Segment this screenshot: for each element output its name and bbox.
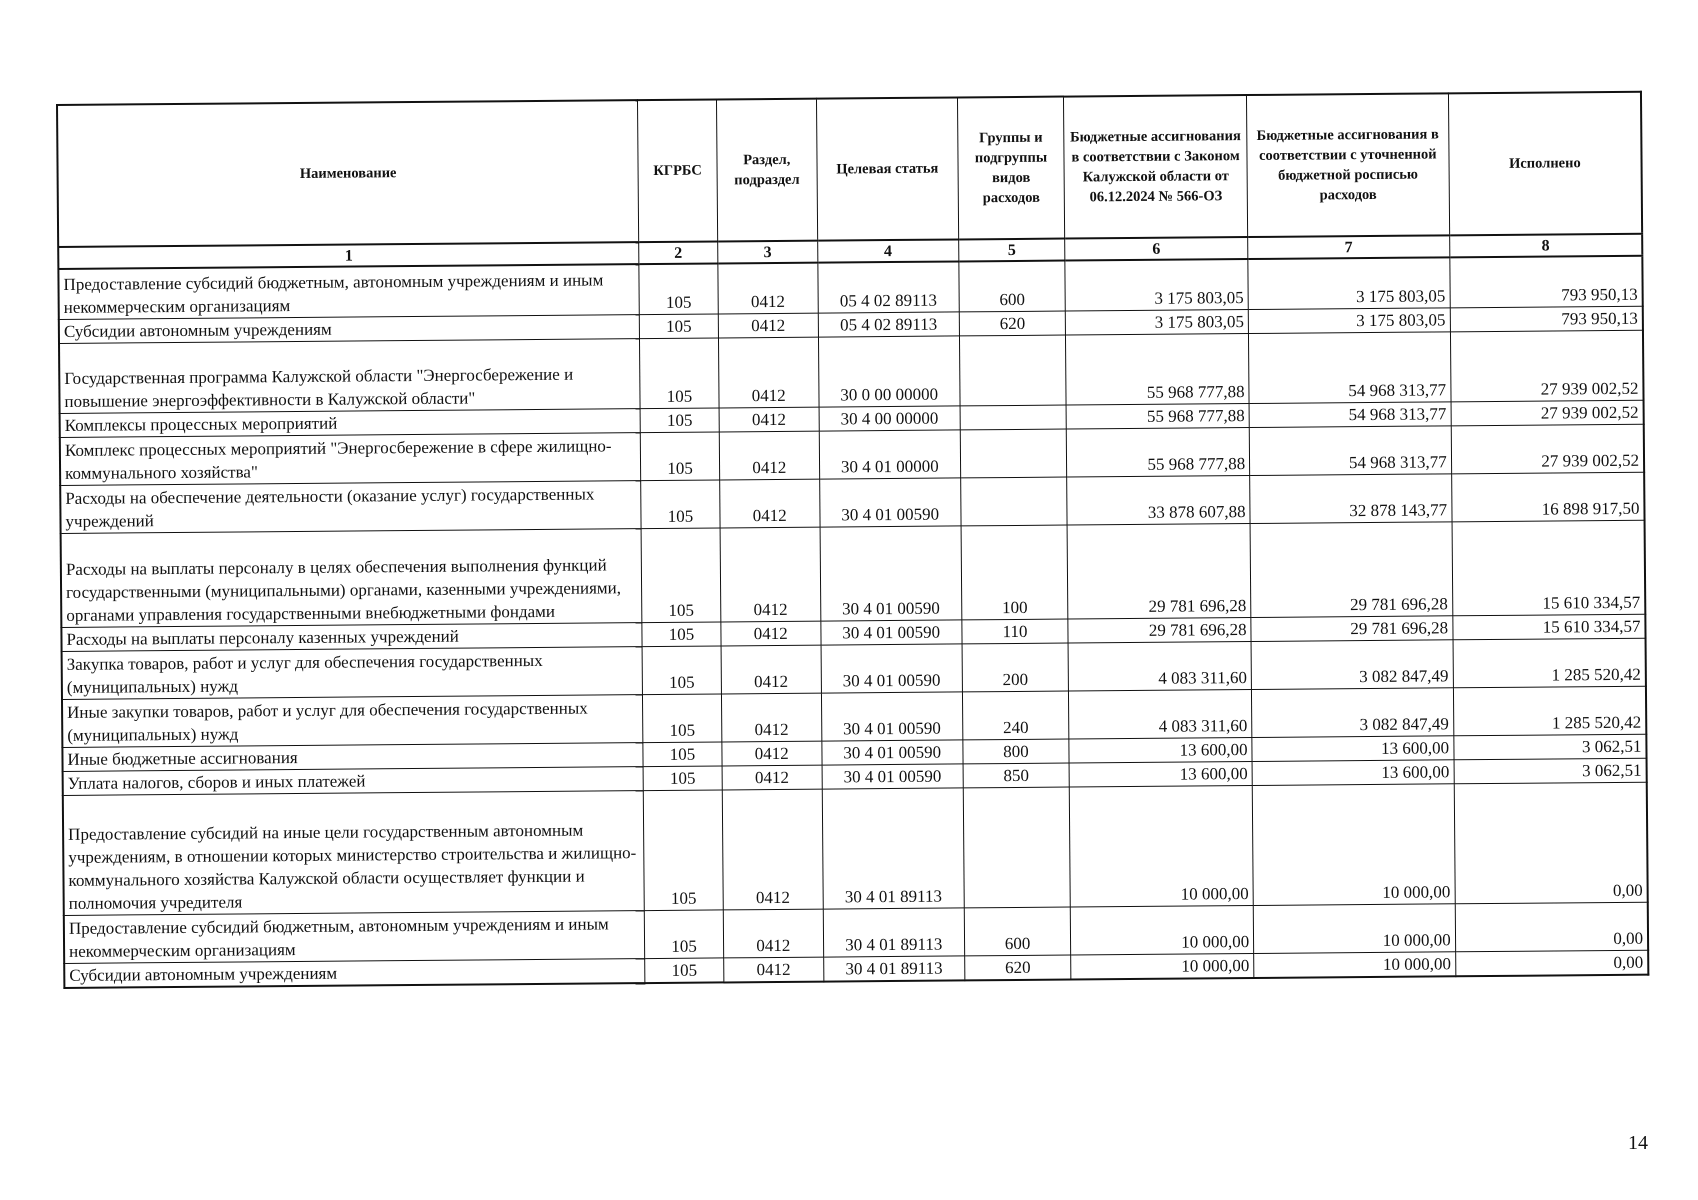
row-refined-amount: 29 781 696,28 [1251,615,1453,641]
row-law-amount: 10 000,00 [1070,905,1253,955]
column-number: 1 [58,242,639,269]
row-name: Уплата налогов, сборов и иных платежей [63,766,644,795]
row-group: 600 [964,907,1071,956]
row-executed-amount: 3 062,51 [1454,758,1647,784]
row-law-amount: 4 083 311,60 [1068,641,1251,691]
row-executed-amount: 27 939 002,52 [1451,424,1644,474]
row-target: 30 4 01 00590 [820,619,961,644]
row-group: 240 [962,691,1069,740]
row-target: 30 4 01 00590 [821,691,963,740]
row-group: 110 [962,619,1068,644]
row-executed-amount: 1 285 520,42 [1453,638,1646,688]
column-number: 7 [1248,235,1450,259]
row-executed-amount: 16 898 917,50 [1451,472,1644,522]
row-group [960,405,1066,430]
header-executed: Исполнено [1448,92,1642,236]
row-executed-amount: 15 610 334,57 [1452,614,1645,640]
budget-table [56,91,1649,989]
row-name: Предоставление субсидий бюджетным, автономным учреждениям и иным некоммерческим организациям [58,264,639,319]
row-kgrbs: 105 [642,621,721,646]
header-expense-group: Группы и подгруппы видов расходов [957,97,1064,240]
row-section: 0412 [723,909,823,958]
column-number: 3 [718,241,818,264]
row-executed-amount: 0,00 [1455,902,1648,952]
row-section: 0412 [718,337,818,408]
header-kgrbs: КГРБС [638,99,718,242]
row-name: Комплексы процессных мероприятий [60,408,641,437]
row-kgrbs: 105 [640,431,719,480]
row-group: 620 [959,311,1065,336]
row-refined-amount: 3 082 847,49 [1252,687,1454,737]
row-section: 0412 [719,407,819,432]
row-target: 30 4 01 00590 [822,763,963,788]
row-kgrbs: 105 [644,909,723,958]
row-refined-amount: 32 878 143,77 [1250,473,1452,523]
row-section: 0412 [720,527,820,622]
header-section: Раздел, подраздел [716,99,817,242]
row-kgrbs: 105 [640,407,719,432]
row-group [960,429,1067,478]
header-refined-allocations: Бюджетные ассигнования в соответствии с уточненной бюджетной росписью расходов [1247,93,1450,237]
row-group: 100 [961,525,1068,620]
row-target: 30 4 01 00590 [819,477,961,526]
row-executed-amount: 27 939 002,52 [1451,400,1644,426]
row-name: Расходы на выплаты персоналу в целях обеспечения выполнения функций государственными (муниципальными) органами, казенными учреждениями, органами управления государственными внебюджетными фондами [61,528,642,627]
row-section: 0412 [722,789,823,910]
column-number: 6 [1065,237,1248,261]
row-section: 0412 [721,621,821,646]
row-kgrbs: 105 [639,313,718,338]
row-name: Субсидии автономным учреждениям [59,314,640,343]
page-number: 14 [1628,1132,1648,1154]
row-refined-amount: 3 082 847,49 [1251,639,1453,689]
row-law-amount: 55 968 777,88 [1066,427,1249,477]
row-target: 30 0 00 00000 [818,335,960,406]
row-kgrbs: 105 [642,645,721,694]
column-number: 8 [1449,234,1642,258]
column-number: 5 [959,239,1065,262]
row-kgrbs: 105 [640,337,719,408]
row-target: 30 4 01 00590 [821,739,962,764]
row-executed-amount: 1 285 520,42 [1453,686,1646,736]
row-refined-amount: 13 600,00 [1252,735,1454,761]
row-law-amount: 10 000,00 [1069,785,1253,907]
row-law-amount: 29 781 696,28 [1068,617,1251,643]
row-name: Субсидии автономным учреждениям [64,958,645,987]
row-section: 0412 [719,431,819,480]
row-name: Государственная программа Калужской области "Энергосбережение и повышение энергоэффективности в Калужской области" [59,338,640,413]
row-section: 0412 [720,479,820,528]
row-law-amount: 10 000,00 [1071,953,1254,979]
row-name: Комплекс процессных мероприятий "Энергосбережение в сфере жилищно-коммунального хозяйства" [60,432,641,485]
row-executed-amount: 793 950,13 [1449,256,1642,308]
row-group [961,477,1068,526]
row-target: 30 4 01 89113 [823,907,965,956]
row-target: 30 4 01 00590 [820,525,962,620]
row-law-amount: 3 175 803,05 [1065,259,1248,311]
row-section: 0412 [718,313,818,338]
row-law-amount: 55 968 777,88 [1066,333,1250,405]
row-refined-amount: 3 175 803,05 [1248,257,1450,309]
row-kgrbs: 105 [645,957,724,982]
header-target-article: Целевая статья [816,97,958,240]
row-group: 850 [963,763,1069,788]
row-target: 30 4 01 00590 [821,643,963,692]
row-kgrbs: 105 [643,789,723,910]
row-group [959,335,1066,406]
row-refined-amount: 10 000,00 [1254,951,1456,977]
column-number: 2 [639,241,718,264]
table-header-row [57,92,1642,247]
row-group: 200 [962,643,1069,692]
row-executed-amount: 793 950,13 [1450,306,1643,332]
row-executed-amount: 3 062,51 [1453,734,1646,760]
row-group: 620 [965,955,1071,980]
row-refined-amount: 10 000,00 [1253,903,1455,953]
row-law-amount: 55 968 777,88 [1066,403,1249,429]
row-name: Иные бюджетные ассигнования [62,742,643,771]
table-row [61,520,1646,627]
row-name: Предоставление субсидий на иные цели государственным автономным учреждениям, в отношении которых министерство строительства и жилищно-коммунального хозяйства Калужской области осуществляет функции и полномочия учредителя [63,790,645,915]
row-refined-amount: 29 781 696,28 [1250,521,1452,617]
table-row [63,782,1648,915]
header-law-allocations: Бюджетные ассигнования в соответствии с Законом Калужской области от 06.12.2024 № 566-ОЗ [1064,95,1248,239]
row-group [963,787,1070,908]
row-section: 0412 [718,263,818,314]
row-refined-amount: 54 968 313,77 [1249,425,1451,475]
row-executed-amount: 15 610 334,57 [1452,520,1646,616]
row-section: 0412 [722,741,822,766]
row-refined-amount: 10 000,00 [1252,783,1455,905]
row-target: 05 4 02 89113 [817,261,959,312]
row-name: Предоставление субсидий бюджетным, автономным учреждениям и иным некоммерческим организациям [64,910,645,963]
row-law-amount: 3 175 803,05 [1065,309,1248,335]
row-section: 0412 [722,765,822,790]
row-section: 0412 [721,645,821,694]
row-executed-amount: 27 939 002,52 [1450,330,1643,402]
row-group: 800 [963,739,1069,764]
row-refined-amount: 13 600,00 [1252,759,1454,785]
row-section: 0412 [721,693,821,742]
row-law-amount: 33 878 607,88 [1067,475,1250,525]
row-law-amount: 4 083 311,60 [1069,689,1252,739]
row-refined-amount: 3 175 803,05 [1248,307,1450,333]
row-target: 30 4 01 89113 [822,787,964,908]
column-number: 4 [817,239,958,262]
row-executed-amount: 0,00 [1455,950,1648,976]
row-target: 30 4 01 00000 [819,429,961,478]
row-kgrbs: 105 [643,693,722,742]
row-refined-amount: 54 968 313,77 [1249,331,1451,403]
row-law-amount: 29 781 696,28 [1067,523,1251,619]
row-kgrbs: 105 [641,479,720,528]
row-name: Расходы на обеспечение деятельности (оказание услуг) государственных учреждений [60,480,641,533]
row-executed-amount: 0,00 [1454,782,1648,904]
row-group: 600 [959,261,1066,312]
table-row [59,330,1644,413]
row-target: 05 4 02 89113 [818,311,959,336]
row-kgrbs: 105 [639,263,718,314]
row-target: 30 4 00 00000 [819,405,960,430]
row-kgrbs: 105 [641,527,721,622]
row-name: Расходы на выплаты персоналу казенных учреждений [61,622,642,651]
row-refined-amount: 54 968 313,77 [1249,401,1451,427]
row-kgrbs: 105 [643,741,722,766]
row-law-amount: 13 600,00 [1069,737,1252,763]
row-target: 30 4 01 89113 [823,955,964,981]
row-section: 0412 [724,957,824,982]
header-name: Наименование [57,100,639,247]
row-name: Иные закупки товаров, работ и услуг для обеспечения государственных (муниципальных) нужд [62,694,643,747]
row-law-amount: 13 600,00 [1069,761,1252,787]
row-kgrbs: 105 [643,765,722,790]
row-name: Закупка товаров, работ и услуг для обеспечения государственных (муниципальных) нужд [62,646,643,699]
